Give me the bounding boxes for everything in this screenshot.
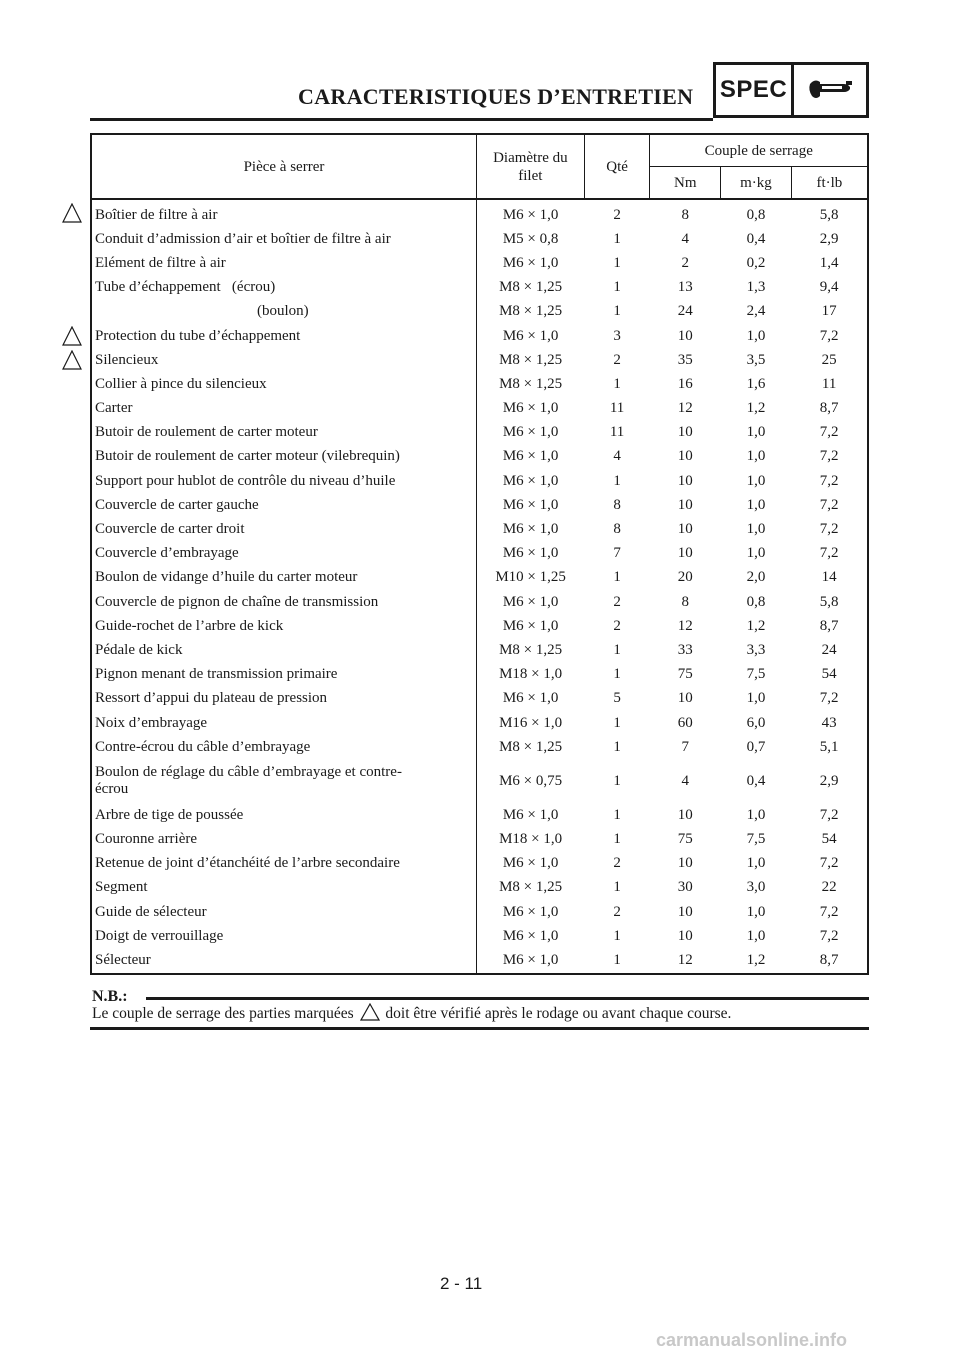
table-row	[91, 948, 868, 973]
cell-thread: M8 × 1,25	[476, 348, 584, 372]
cell-thread: M6 × 1,0	[476, 852, 584, 876]
header-unit-nm: Nm	[650, 167, 721, 200]
cell-nm: 12	[677, 617, 693, 634]
cell-ftlb: 14	[821, 569, 837, 586]
cell-mkg: 7,5	[746, 666, 766, 683]
cell-part: Butoir de roulement de carter moteur	[95, 424, 318, 441]
cell-ftlb: 17	[821, 303, 837, 320]
cell-qty: 11	[609, 424, 625, 441]
triangle-mark-icon	[62, 350, 82, 370]
cell-nm: 10	[677, 690, 693, 707]
cell-ftlb: 1,4	[819, 254, 839, 271]
table-row	[91, 711, 868, 735]
cell-part: Pignon menant de transmission primaire	[95, 666, 338, 683]
wrench-icon	[806, 78, 854, 102]
cell-mkg: 1,0	[746, 472, 766, 489]
cell-part: Boulon de vidange d’huile du carter moteur	[95, 569, 358, 586]
cell-qty: 2	[613, 351, 621, 368]
table-row	[91, 372, 868, 396]
cell-thread: M6 × 1,0	[476, 469, 584, 493]
table-row	[91, 397, 868, 421]
cell-mkg: 1,0	[746, 424, 766, 441]
cell-thread: M10 × 1,25	[476, 566, 584, 590]
cell-qty: 5	[613, 690, 621, 707]
cell-thread: M6 × 1,0	[476, 542, 584, 566]
table-row	[91, 469, 868, 493]
cell-thread: M16 × 1,0	[476, 711, 584, 735]
cell-ftlb: 7,2	[819, 903, 839, 920]
spec-badge	[713, 62, 794, 118]
cell-mkg: 3,3	[746, 641, 766, 658]
header-unit-mkg: m·kg	[721, 167, 792, 200]
cell-nm: 75	[677, 666, 693, 683]
table-row	[91, 421, 868, 445]
cell-ftlb: 54	[821, 666, 837, 683]
header-part: Pièce à serrer	[91, 134, 476, 199]
cell-mkg: 1,0	[746, 806, 766, 823]
cell-part: Elément de filtre à air	[95, 254, 226, 271]
cell-nm: 2	[681, 254, 690, 271]
cell-qty: 1	[613, 927, 621, 944]
cell-nm: 10	[677, 327, 693, 344]
cell-part: Couvercle de carter droit	[95, 521, 245, 538]
cell-qty: 1	[613, 879, 621, 896]
cell-thread: M18 × 1,0	[476, 663, 584, 687]
cell-qty: 1	[613, 831, 621, 848]
cell-part: Segment	[95, 879, 148, 896]
cell-qty: 1	[613, 230, 621, 247]
table-row	[91, 876, 868, 900]
cell-ftlb: 7,2	[819, 690, 839, 707]
cell-qty: 1	[613, 738, 621, 755]
cell-thread: M6 × 1,0	[476, 924, 584, 948]
table-row	[91, 199, 868, 227]
cell-nm: 30	[677, 879, 693, 896]
cell-thread: M6 × 1,0	[476, 590, 584, 614]
cell-thread: M6 × 1,0	[476, 493, 584, 517]
cell-part: Boîtier de filtre à air	[95, 206, 218, 223]
note-rule	[146, 997, 869, 1000]
cell-thread: M8 × 1,25	[476, 372, 584, 396]
cell-part: Carter	[95, 400, 133, 417]
cell-part: Sélecteur	[95, 952, 151, 969]
cell-mkg: 1,3	[746, 279, 766, 296]
table-row	[91, 276, 868, 300]
cell-ftlb: 7,2	[819, 472, 839, 489]
cell-mkg: 1,0	[746, 327, 766, 344]
cell-qty: 1	[613, 714, 621, 731]
table-row	[91, 227, 868, 251]
cell-thread: M8 × 1,25	[476, 876, 584, 900]
cell-part: Butoir de roulement de carter moteur (vilebrequin)	[95, 448, 400, 465]
cell-qty: 1	[613, 569, 621, 586]
cell-thread: M8 × 1,25	[476, 638, 584, 662]
cell-qty: 2	[613, 903, 621, 920]
cell-qty: 1	[613, 279, 621, 296]
cell-nm: 75	[677, 831, 693, 848]
cell-thread: M6 × 1,0	[476, 445, 584, 469]
cell-ftlb: 8,7	[819, 952, 839, 969]
table-row	[91, 900, 868, 924]
cell-qty: 2	[613, 617, 621, 634]
cell-mkg: 1,0	[746, 690, 766, 707]
cell-nm: 8	[681, 593, 690, 610]
cell-nm: 20	[677, 569, 693, 586]
table-row	[91, 663, 868, 687]
cell-ftlb: 5,1	[819, 738, 839, 755]
cell-qty: 8	[613, 496, 621, 513]
cell-qty: 1	[613, 641, 621, 658]
cell-part: Arbre de tige de poussée	[95, 806, 244, 823]
cell-qty: 8	[613, 521, 621, 538]
cell-qty: 2	[613, 855, 621, 872]
cell-ftlb: 11	[821, 375, 837, 392]
cell-part: Retenue de joint d’étanchéité de l’arbre secondaire	[95, 855, 400, 872]
cell-ftlb: 7,2	[819, 521, 839, 538]
cell-qty: 1	[613, 254, 621, 271]
cell-qty: 1	[613, 952, 621, 969]
cell-ftlb: 2,9	[819, 772, 839, 789]
cell-mkg: 0,4	[746, 772, 766, 789]
cell-thread: M8 × 1,25	[476, 735, 584, 759]
cell-thread: M8 × 1,25	[476, 276, 584, 300]
cell-qty: 11	[609, 400, 625, 417]
cell-nm: 10	[677, 496, 693, 513]
cell-qty: 3	[613, 327, 621, 344]
note-text-after: doit être vérifié après le rodage ou avant chaque course.	[385, 1005, 732, 1022]
cell-nm: 13	[677, 279, 693, 296]
cell-part	[91, 759, 476, 803]
cell-part: Pédale de kick	[95, 641, 183, 658]
cell-qty: 2	[613, 206, 621, 223]
cell-part: Tube d’échappement (écrou)	[95, 279, 276, 296]
cell-thread: M6 × 1,0	[476, 397, 584, 421]
triangle-mark-icon	[62, 326, 82, 346]
cell-ftlb: 7,2	[819, 496, 839, 513]
cell-nm: 10	[677, 424, 693, 441]
table-row	[91, 828, 868, 852]
table-row	[91, 324, 868, 348]
cell-part: Couronne arrière	[95, 831, 198, 848]
cell-ftlb: 8,7	[819, 400, 839, 417]
cell-nm: 4	[681, 772, 690, 789]
cell-part: Guide-rochet de l’arbre de kick	[95, 617, 284, 634]
cell-ftlb: 25	[821, 351, 837, 368]
table-row	[91, 445, 868, 469]
cell-nm: 10	[677, 927, 693, 944]
note-text-before: Le couple de serrage des parties marquées	[92, 1005, 354, 1022]
table-row	[91, 300, 868, 324]
cell-part: Protection du tube d’échappement	[95, 327, 301, 344]
cell-mkg: 3,5	[746, 351, 766, 368]
cell-ftlb: 7,2	[819, 424, 839, 441]
cell-part: (boulon)	[257, 303, 309, 320]
cell-part: Couvercle de pignon de chaîne de transmission	[95, 593, 379, 610]
cell-nm: 60	[677, 714, 693, 731]
cell-mkg: 1,6	[746, 375, 766, 392]
cell-part: Ressort d’appui du plateau de pression	[95, 690, 328, 707]
cell-ftlb: 2,9	[819, 230, 839, 247]
cell-part: Couvercle d’embrayage	[95, 545, 239, 562]
watermark: carmanualsonline.info	[656, 1330, 848, 1350]
cell-ftlb: 43	[821, 714, 837, 731]
cell-mkg: 1,0	[746, 855, 766, 872]
cell-ftlb: 7,2	[819, 448, 839, 465]
table-row	[91, 517, 868, 541]
page-number: 2 - 11	[440, 1274, 483, 1293]
cell-qty: 2	[613, 593, 621, 610]
note-bottom-rule	[90, 1027, 869, 1030]
cell-part: Couvercle de carter gauche	[95, 496, 259, 513]
cell-thread: M6 × 1,0	[476, 517, 584, 541]
cell-nm: 24	[677, 303, 693, 320]
cell-mkg: 1,0	[746, 545, 766, 562]
cell-nm: 10	[677, 545, 693, 562]
cell-ftlb: 7,2	[819, 927, 839, 944]
triangle-mark-icon	[360, 1003, 380, 1021]
cell-part: Collier à pince du silencieux	[95, 375, 267, 392]
cell-nm: 8	[681, 206, 690, 223]
cell-part: Guide de sélecteur	[95, 903, 207, 920]
header-torque: Couple de serrage	[650, 134, 868, 167]
table-row	[91, 614, 868, 638]
cell-qty: 1	[613, 772, 621, 789]
cell-mkg: 1,0	[746, 903, 766, 920]
cell-mkg: 1,0	[746, 521, 766, 538]
cell-qty: 1	[613, 472, 621, 489]
cell-thread: M6 × 1,0	[476, 900, 584, 924]
cell-part-line: Boulon de réglage du câble d’embrayage et contre-	[95, 764, 402, 781]
cell-thread: M8 × 1,25	[476, 300, 584, 324]
cell-qty: 7	[613, 545, 621, 562]
cell-ftlb: 22	[821, 879, 837, 896]
cell-ftlb: 7,2	[819, 855, 839, 872]
cell-nm: 10	[677, 806, 693, 823]
cell-mkg: 0,8	[746, 593, 766, 610]
cell-mkg: 1,2	[746, 400, 766, 417]
table-row	[91, 759, 868, 803]
cell-part: Conduit d’admission d’air et boîtier de filtre à air	[95, 230, 391, 247]
cell-mkg: 1,0	[746, 496, 766, 513]
header-qty: Qté	[584, 134, 650, 199]
wrench-icon-box	[791, 62, 869, 118]
cell-thread: M6 × 1,0	[476, 948, 584, 973]
cell-part: Silencieux	[95, 351, 159, 368]
cell-nm: 12	[677, 400, 693, 417]
cell-nm: 33	[677, 641, 693, 658]
table-row	[91, 924, 868, 948]
cell-thread: M6 × 1,0	[476, 421, 584, 445]
cell-mkg: 0,4	[746, 230, 766, 247]
cell-part: Contre-écrou du câble d’embrayage	[95, 738, 311, 755]
table-row	[91, 566, 868, 590]
table-row	[91, 493, 868, 517]
cell-qty: 1	[613, 666, 621, 683]
table-row	[91, 803, 868, 827]
table-row	[91, 542, 868, 566]
cell-nm: 10	[677, 448, 693, 465]
header-thread: Diamètre du filet	[476, 134, 584, 199]
cell-nm: 10	[677, 903, 693, 920]
cell-thread: M6 × 0,75	[476, 759, 584, 803]
cell-part: Doigt de verrouillage	[95, 927, 224, 944]
cell-mkg: 2,4	[746, 303, 766, 320]
table-row	[91, 735, 868, 759]
cell-thread: M6 × 1,0	[476, 199, 584, 227]
cell-ftlb: 24	[821, 641, 837, 658]
triangle-mark-icon	[62, 203, 82, 223]
cell-thread: M6 × 1,0	[476, 251, 584, 275]
cell-nm: 10	[677, 521, 693, 538]
cell-ftlb: 7,2	[819, 327, 839, 344]
cell-mkg: 6,0	[746, 714, 766, 731]
cell-ftlb: 7,2	[819, 545, 839, 562]
cell-mkg: 1,2	[746, 952, 766, 969]
table-row	[91, 638, 868, 662]
table-row	[91, 687, 868, 711]
cell-thread: M5 × 0,8	[476, 227, 584, 251]
torque-table-body	[91, 199, 868, 974]
table-row	[91, 852, 868, 876]
cell-thread: M6 × 1,0	[476, 614, 584, 638]
cell-mkg: 7,5	[746, 831, 766, 848]
cell-mkg: 0,8	[746, 206, 766, 223]
cell-qty: 1	[613, 806, 621, 823]
note-text	[92, 1003, 731, 1023]
cell-qty: 1	[613, 375, 621, 392]
torque-table	[90, 133, 869, 975]
cell-nm: 7	[681, 738, 690, 755]
cell-nm: 35	[677, 351, 693, 368]
cell-nm: 12	[677, 952, 693, 969]
cell-mkg: 0,7	[746, 738, 766, 755]
cell-qty: 4	[613, 448, 621, 465]
cell-thread: M18 × 1,0	[476, 828, 584, 852]
cell-mkg: 2,0	[746, 569, 766, 586]
table-row	[91, 348, 868, 372]
table-row	[91, 590, 868, 614]
cell-thread: M6 × 1,0	[476, 687, 584, 711]
cell-nm: 10	[677, 472, 693, 489]
cell-part: Support pour hublot de contrôle du niveau d’huile	[95, 472, 396, 489]
spec-badge-label: SPEC	[719, 76, 788, 103]
header-unit-ftlb: ft·lb	[791, 167, 868, 200]
cell-mkg: 0,2	[746, 254, 766, 271]
cell-thread: M6 × 1,0	[476, 803, 584, 827]
cell-mkg: 1,0	[746, 448, 766, 465]
cell-ftlb: 5,8	[819, 593, 839, 610]
cell-mkg: 1,0	[746, 927, 766, 944]
table-row	[91, 251, 868, 275]
cell-nm: 16	[677, 375, 693, 392]
title-underline	[90, 118, 713, 121]
cell-ftlb: 54	[821, 831, 837, 848]
cell-qty: 1	[613, 303, 621, 320]
cell-part: Noix d’embrayage	[95, 714, 208, 731]
cell-mkg: 1,2	[746, 617, 766, 634]
note-label: N.B.:	[92, 988, 128, 1005]
cell-ftlb: 7,2	[819, 806, 839, 823]
cell-nm: 10	[677, 855, 693, 872]
cell-nm: 4	[681, 230, 690, 247]
cell-ftlb: 5,8	[819, 206, 839, 223]
cell-thread: M6 × 1,0	[476, 324, 584, 348]
cell-ftlb: 9,4	[819, 279, 839, 296]
page-title: CARACTERISTIQUES D’ENTRETIEN	[298, 84, 694, 109]
cell-ftlb: 8,7	[819, 617, 839, 634]
cell-mkg: 3,0	[746, 879, 766, 896]
cell-part-line: écrou	[95, 781, 129, 798]
